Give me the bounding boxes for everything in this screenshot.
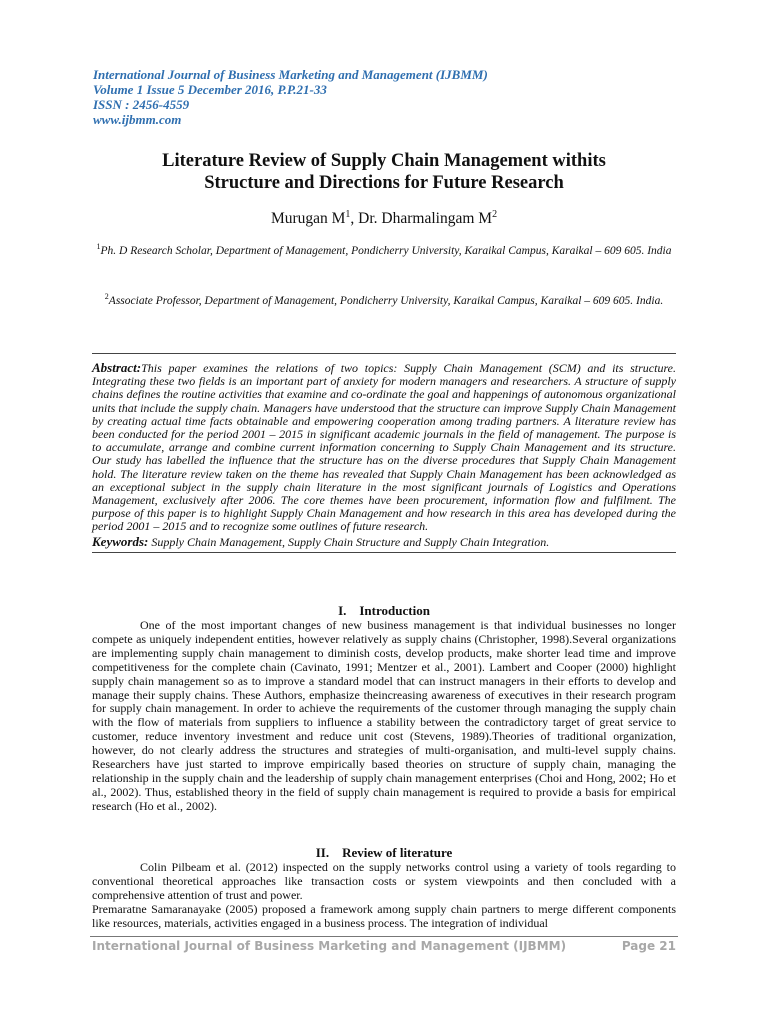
abstract-box [92, 353, 676, 553]
introduction-paragraph: One of the most important changes of new business management is that individual businesses no longer compete as uniquely independent entities, however relatively as supply chains (Christopher, 1998).Several organizations are implementing supply chain management to diminish costs, develop products, make shorter lead time and improve competitiveness for the complete chain (Cavinato, 1991; Mentzer et al., 2001). Lambert and Cooper (2000) highlight supply chain management so as to improve a standard model that can instruct managers in their efforts to develop and manage their supply chains. These Authors, emphasize theincreasing awareness of executives in their research program for supply chain management. In order to achieve the requirements of the customer through managing the supply chain with the flow of materials from suppliers to influence a stability between the contradictory target of great service to customer, reduce inventory investment and reduce unit cost (Stevens, 1989).Theories of traditional organization, however, do not clearly address the structures and strategies of multi-organisation, and multi-level supply chains. Researchers have just started to improve empirically based theories on structure of supply chain, managing the relationship in the supply chain and the leadership of supply chain management enterprises (Choi and Hong, 2002; Ho et al., 2002). Thus, established theory in the field of supply chain management is required to provide a basis for empirical research (Ho et al., 2002). [92, 618, 676, 813]
abstract-paragraph [92, 361, 676, 534]
affiliation-1-sup: 1 [96, 242, 101, 251]
title-line-2: Structure and Directions for Future Research [204, 173, 564, 193]
section-heading-review: II. Review of literature [315, 845, 453, 860]
review-paragraph-1: Colin Pilbeam et al. (2012) inspected on the supply networks control using a variety of tools regarding to conventional theoretical approaches like transaction costs or system viewpoints and then concluded with a comprehensive attention of trust and power. [92, 860, 676, 902]
keywords-label: Keywords: [92, 533, 149, 549]
section-heading-introduction: I. Introduction [338, 603, 430, 618]
affiliation-1 [90, 235, 678, 263]
footer-page-number: Page 21 [621, 939, 676, 953]
author-2-sup: 2 [492, 209, 498, 220]
authors [60, 205, 708, 229]
issn: ISSN : 2456-4559 [93, 97, 190, 112]
affiliation-2-sup: 2 [104, 292, 109, 301]
abstract-text: This paper examines the relations of two topics: Supply Chain Management (SCM) and its structure. Integrating these two fields is an important part of anxiety for modern managers and researchers. A structure of supply chains defines the routine activities that examine and co-ordinate the goal and happenings of autonomous organizational units that include the supply chain. Managers have understood that the structure can improve Supply Chain Management by creating actual time facts obtainable and empowering cooperation among trading partners. A literature review has been conducted for the period 2001 – 2015 in significant academic journals in the field of management. The purpose is to accumulate, arrange and combine current information concerning to Supply Chain Management and its structure. Our study has labelled the influence that the structure has on the diverse procedures that Supply Chain Management hold. The literature review taken on the theme has revealed that Supply Chain Management has been acknowledged as an exceptional subject in the supply chain literature in the most significant journals of Logistics and Operations Management, exclusively after 2006. The core themes have been procurement, information flow and fulfilment. The purpose of this paper is to highlight Supply Chain Management and how research in this area has developed during the period 2001 – 2015 and to recognize some outlines of future research. [92, 361, 676, 534]
keywords-text: Supply Chain Management, Supply Chain Structure and Supply Chain Integration. [151, 534, 550, 549]
footer-divider [90, 936, 678, 937]
journal-name: International Journal of Business Marketing and Management (IJBMM) [93, 67, 488, 82]
abstract-label: Abstract: [92, 360, 142, 375]
paper-title [60, 150, 708, 194]
author-2: Dr. Dharmalingam M [358, 210, 493, 228]
volume-line: Volume 1 Issue 5 December 2016, P.P.21-33 [93, 82, 327, 97]
affiliation-2-text: Associate Professor, Department of Management, Pondicherry University, Karaikal Campus, Karaikal – 609 605. India. [108, 294, 664, 307]
journal-header [93, 67, 693, 127]
author-1-sup: 1 [345, 209, 351, 220]
author-separator: , [350, 210, 359, 228]
review-paragraph-2: Premaratne Samaranayake (2005) proposed a framework among supply chain partners to merge different components like resources, materials, activities engaged in a business process. The integration of individual [92, 901, 676, 930]
review-body [92, 861, 676, 931]
affiliation-1-text: Ph. D Research Scholar, Department of Management, Pondicherry University, Karaikal Campus, Karaikal – 609 605. India [100, 244, 672, 257]
title-line-1: Literature Review of Supply Chain Management withits [162, 151, 606, 171]
author-1: Murugan M [270, 210, 346, 228]
keywords-line [92, 535, 676, 549]
affiliation-2 [90, 285, 678, 313]
journal-website: www.ijbmm.com [93, 112, 182, 127]
footer-journal-name: International Journal of Business Marketing and Management (IJBMM) [92, 939, 567, 953]
